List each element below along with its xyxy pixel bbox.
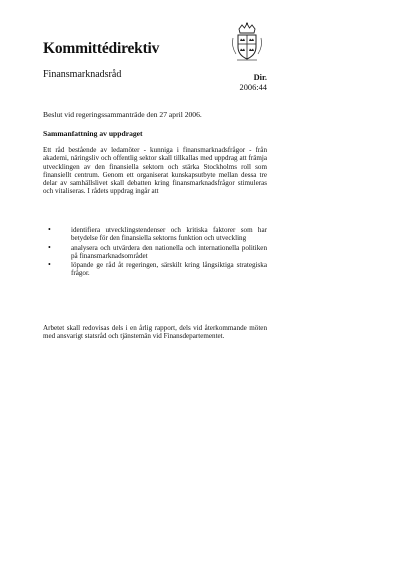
- list-item: [43, 244, 267, 261]
- summary-intro-paragraph: Ett råd bestående av ledamöter - kunniga i finansmarknadsfrågor - från akademi, näringsliv och offentlig sektor skall tillkallas med uppdrag att främja utvecklingen av den finansiella sektorn och stärka Stockholms roll som finansiellt centrum. Genom ett organiserat kunskapsutbyte mellan dessa tre delar av samhällslivet skall debatten kring finansmarknadsfrågor stimuleras och vitaliseras. I rådets uppdrag ingår att: [43, 146, 267, 196]
- summary-heading: Sammanfattning av uppdraget: [43, 129, 143, 138]
- list-item-text: löpande ge råd åt regeringen, särskilt kring långsiktiga strategiska frågor.: [71, 261, 267, 278]
- document-title: Kommittédirektiv: [43, 40, 160, 57]
- list-item: [43, 226, 267, 243]
- bullet-icon: •: [48, 260, 51, 270]
- directive-number-box: [235, 73, 267, 93]
- list-item: [43, 261, 267, 278]
- list-item-text: analysera och utvärdera den nationella och internationella politiken på finansmarknadsområdet: [71, 243, 267, 260]
- bullet-icon: •: [48, 242, 51, 252]
- coat-of-arms-icon: [229, 22, 265, 62]
- directive-label: Dir.: [253, 73, 267, 82]
- task-list: [43, 226, 267, 279]
- directive-number: 2006:44: [239, 83, 267, 92]
- decision-line: Beslut vid regeringssammanträde den 27 april 2006.: [43, 110, 202, 119]
- list-item-text: identifiera utvecklingstendenser och kritiska faktorer som har betydelse för den finansiella sektorns funktion och utveckling: [71, 226, 267, 243]
- department-name: Finansmarknadsråd: [43, 69, 122, 80]
- summary-closing-paragraph: Arbetet skall redovisas dels i en årlig rapport, dels vid återkommande möten med ansvarigt statsråd och tjänstemän vid Finansdepartementet.: [43, 324, 267, 341]
- bullet-icon: •: [48, 225, 51, 234]
